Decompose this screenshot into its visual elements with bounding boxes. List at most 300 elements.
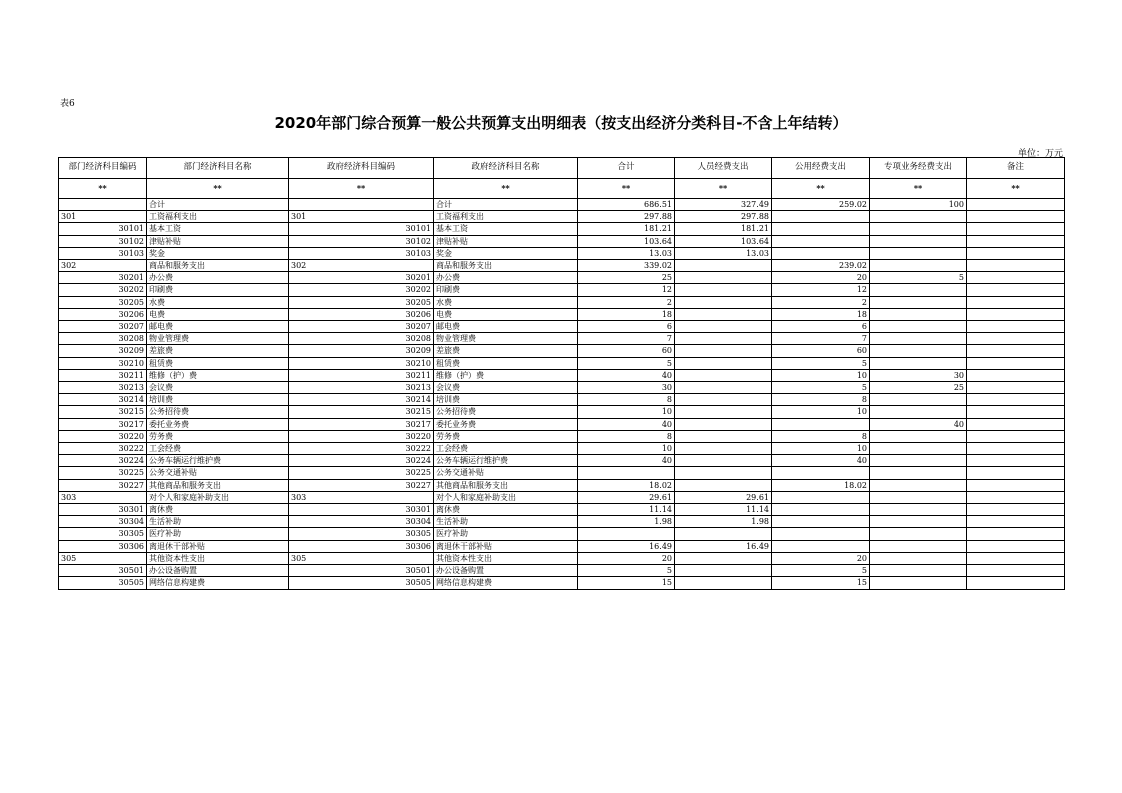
personnel-cell: 297.88	[675, 211, 772, 223]
dept-name-cell: 办公设备购置	[147, 565, 289, 577]
personnel-cell	[675, 260, 772, 272]
remark-cell	[967, 479, 1065, 491]
table-row	[59, 247, 1065, 259]
table-row	[59, 394, 1065, 406]
public-cell: 5	[772, 382, 870, 394]
total-cell: 297.88	[578, 211, 675, 223]
dept-code-cell: 30217	[59, 418, 147, 430]
personnel-cell	[675, 528, 772, 540]
personnel-cell	[675, 552, 772, 564]
total-cell: 686.51	[578, 199, 675, 211]
dept-code-cell: 301	[59, 211, 147, 223]
table-row	[59, 333, 1065, 345]
table-row	[59, 260, 1065, 272]
gov-name-cell: 印刷费	[434, 284, 578, 296]
dept-name-cell: 邮电费	[147, 321, 289, 333]
total-cell: 10	[578, 443, 675, 455]
dept-name-cell: 对个人和家庭补助支出	[147, 491, 289, 503]
gov-code-cell: 30217	[289, 418, 434, 430]
special-cell	[870, 479, 967, 491]
personnel-cell: 1.98	[675, 516, 772, 528]
table-row	[59, 235, 1065, 247]
dept-name-cell: 离退休干部补贴	[147, 540, 289, 552]
column-header: 人员经费支出	[675, 158, 772, 179]
table-row	[59, 577, 1065, 589]
public-cell: 12	[772, 284, 870, 296]
personnel-cell: 16.49	[675, 540, 772, 552]
table-row	[59, 430, 1065, 442]
gov-name-cell: 办公费	[434, 272, 578, 284]
remark-cell	[967, 223, 1065, 235]
gov-name-cell: 维修（护）费	[434, 369, 578, 381]
personnel-cell	[675, 479, 772, 491]
table-row	[59, 565, 1065, 577]
dept-name-cell: 商品和服务支出	[147, 260, 289, 272]
special-cell	[870, 491, 967, 503]
gov-name-cell: 工会经费	[434, 443, 578, 455]
gov-code-cell: 30211	[289, 369, 434, 381]
total-cell: 339.02	[578, 260, 675, 272]
dept-code-cell: 30209	[59, 345, 147, 357]
public-cell	[772, 223, 870, 235]
table-row	[59, 516, 1065, 528]
remark-cell	[967, 382, 1065, 394]
total-cell: 8	[578, 430, 675, 442]
dept-code-cell: 30102	[59, 235, 147, 247]
special-cell: 5	[870, 272, 967, 284]
dept-name-cell: 工资福利支出	[147, 211, 289, 223]
total-cell: 5	[578, 565, 675, 577]
personnel-cell	[675, 577, 772, 589]
dept-name-cell: 合计	[147, 199, 289, 211]
remark-cell	[967, 247, 1065, 259]
table-row	[59, 345, 1065, 357]
gov-code-cell: 30215	[289, 406, 434, 418]
gov-code-cell: 30305	[289, 528, 434, 540]
personnel-cell	[675, 284, 772, 296]
dept-code-cell: 30227	[59, 479, 147, 491]
total-cell: 10	[578, 406, 675, 418]
personnel-cell	[675, 369, 772, 381]
dept-code-cell: 30305	[59, 528, 147, 540]
dept-name-cell: 印刷费	[147, 284, 289, 296]
gov-name-cell: 网络信息构建费	[434, 577, 578, 589]
gov-name-cell: 培训费	[434, 394, 578, 406]
remark-cell	[967, 321, 1065, 333]
column-header: 合计	[578, 158, 675, 179]
total-cell: 6	[578, 321, 675, 333]
dept-code-cell: 30301	[59, 504, 147, 516]
gov-name-cell: 差旅费	[434, 345, 578, 357]
special-cell: 25	[870, 382, 967, 394]
remark-cell	[967, 577, 1065, 589]
public-cell	[772, 504, 870, 516]
total-cell: 18.02	[578, 479, 675, 491]
remark-cell	[967, 284, 1065, 296]
placeholder-cell: **	[59, 179, 147, 199]
table-row	[59, 418, 1065, 430]
dept-name-cell: 医疗补助	[147, 528, 289, 540]
special-cell	[870, 467, 967, 479]
gov-name-cell: 津贴补贴	[434, 235, 578, 247]
total-cell: 30	[578, 382, 675, 394]
dept-code-cell: 30220	[59, 430, 147, 442]
placeholder-cell: **	[967, 179, 1065, 199]
special-cell	[870, 235, 967, 247]
personnel-cell	[675, 333, 772, 345]
column-header: 部门经济科目编码	[59, 158, 147, 179]
personnel-cell	[675, 308, 772, 320]
special-cell	[870, 565, 967, 577]
gov-name-cell: 电费	[434, 308, 578, 320]
table-row	[59, 223, 1065, 235]
dept-name-cell: 公务交通补贴	[147, 467, 289, 479]
dept-code-cell: 30501	[59, 565, 147, 577]
special-cell	[870, 504, 967, 516]
total-cell: 1.98	[578, 516, 675, 528]
public-cell	[772, 211, 870, 223]
placeholder-cell: **	[578, 179, 675, 199]
remark-cell	[967, 418, 1065, 430]
public-cell: 15	[772, 577, 870, 589]
public-cell: 20	[772, 552, 870, 564]
total-cell: 11.14	[578, 504, 675, 516]
dept-name-cell: 劳务费	[147, 430, 289, 442]
public-cell	[772, 491, 870, 503]
dept-code-cell: 30214	[59, 394, 147, 406]
gov-name-cell: 邮电费	[434, 321, 578, 333]
personnel-cell	[675, 430, 772, 442]
special-cell	[870, 223, 967, 235]
dept-code-cell: 305	[59, 552, 147, 564]
table-row	[59, 443, 1065, 455]
dept-code-cell: 30211	[59, 369, 147, 381]
gov-code-cell: 30306	[289, 540, 434, 552]
public-cell: 18.02	[772, 479, 870, 491]
public-cell: 239.02	[772, 260, 870, 272]
personnel-cell: 11.14	[675, 504, 772, 516]
public-cell	[772, 540, 870, 552]
table-row	[59, 308, 1065, 320]
total-cell: 16.49	[578, 540, 675, 552]
special-cell	[870, 284, 967, 296]
column-header: 部门经济科目名称	[147, 158, 289, 179]
gov-code-cell: 30304	[289, 516, 434, 528]
dept-name-cell: 办公费	[147, 272, 289, 284]
gov-code-cell: 30214	[289, 394, 434, 406]
table-row	[59, 272, 1065, 284]
special-cell	[870, 345, 967, 357]
gov-name-cell: 对个人和家庭补助支出	[434, 491, 578, 503]
remark-cell	[967, 528, 1065, 540]
total-cell: 40	[578, 455, 675, 467]
dept-name-cell: 离休费	[147, 504, 289, 516]
total-cell: 15	[578, 577, 675, 589]
remark-cell	[967, 199, 1065, 211]
column-header: 备注	[967, 158, 1065, 179]
special-cell	[870, 260, 967, 272]
gov-code-cell: 30227	[289, 479, 434, 491]
special-cell: 100	[870, 199, 967, 211]
personnel-cell	[675, 345, 772, 357]
dept-name-cell: 水费	[147, 296, 289, 308]
special-cell	[870, 333, 967, 345]
total-cell: 25	[578, 272, 675, 284]
gov-code-cell: 30224	[289, 455, 434, 467]
dept-name-cell: 租赁费	[147, 357, 289, 369]
dept-name-cell: 物业管理费	[147, 333, 289, 345]
gov-name-cell: 医疗补助	[434, 528, 578, 540]
gov-code-cell: 30103	[289, 247, 434, 259]
personnel-cell	[675, 321, 772, 333]
public-cell	[772, 235, 870, 247]
personnel-cell	[675, 443, 772, 455]
dept-code-cell: 302	[59, 260, 147, 272]
public-cell	[772, 528, 870, 540]
public-cell	[772, 418, 870, 430]
gov-code-cell: 30210	[289, 357, 434, 369]
remark-cell	[967, 565, 1065, 577]
remark-cell	[967, 308, 1065, 320]
gov-name-cell: 劳务费	[434, 430, 578, 442]
remark-cell	[967, 235, 1065, 247]
personnel-cell	[675, 418, 772, 430]
public-cell: 10	[772, 369, 870, 381]
special-cell	[870, 357, 967, 369]
personnel-cell: 29.61	[675, 491, 772, 503]
gov-code-cell: 30205	[289, 296, 434, 308]
dept-code-cell: 30206	[59, 308, 147, 320]
dept-code-cell: 30306	[59, 540, 147, 552]
placeholder-cell: **	[434, 179, 578, 199]
total-cell	[578, 528, 675, 540]
special-cell	[870, 540, 967, 552]
dept-code-cell: 30205	[59, 296, 147, 308]
gov-name-cell: 其他资本性支出	[434, 552, 578, 564]
gov-name-cell: 离退休干部补贴	[434, 540, 578, 552]
total-cell: 8	[578, 394, 675, 406]
dept-name-cell: 工会经费	[147, 443, 289, 455]
special-cell	[870, 528, 967, 540]
special-cell	[870, 430, 967, 442]
public-cell	[772, 247, 870, 259]
personnel-cell	[675, 357, 772, 369]
special-cell	[870, 552, 967, 564]
placeholder-cell: **	[675, 179, 772, 199]
remark-cell	[967, 296, 1065, 308]
remark-cell	[967, 394, 1065, 406]
total-cell: 7	[578, 333, 675, 345]
personnel-cell: 181.21	[675, 223, 772, 235]
dept-code-cell: 30505	[59, 577, 147, 589]
page-title: 2020年部门综合预算一般公共预算支出明细表（按支出经济分类科目-不含上年结转）	[274, 114, 848, 132]
column-header: 政府经济科目编码	[289, 158, 434, 179]
dept-code-cell: 30215	[59, 406, 147, 418]
gov-code-cell: 30207	[289, 321, 434, 333]
personnel-cell	[675, 382, 772, 394]
remark-cell	[967, 540, 1065, 552]
total-cell: 40	[578, 369, 675, 381]
public-cell: 259.02	[772, 199, 870, 211]
special-cell: 40	[870, 418, 967, 430]
unit-label: 单位：万元	[1017, 149, 1063, 159]
personnel-cell	[675, 565, 772, 577]
dept-name-cell: 其他资本性支出	[147, 552, 289, 564]
personnel-cell: 13.03	[675, 247, 772, 259]
placeholder-cell: **	[289, 179, 434, 199]
gov-code-cell: 302	[289, 260, 434, 272]
table-row	[59, 357, 1065, 369]
gov-name-cell: 生活补助	[434, 516, 578, 528]
gov-code-cell: 30102	[289, 235, 434, 247]
header-row	[59, 158, 1065, 179]
gov-name-cell: 离休费	[434, 504, 578, 516]
gov-name-cell: 租赁费	[434, 357, 578, 369]
gov-code-cell: 305	[289, 552, 434, 564]
placeholder-cell: **	[147, 179, 289, 199]
special-cell	[870, 321, 967, 333]
public-cell	[772, 516, 870, 528]
dept-name-cell: 公务招待费	[147, 406, 289, 418]
dept-name-cell: 网络信息构建费	[147, 577, 289, 589]
special-cell	[870, 308, 967, 320]
public-cell: 40	[772, 455, 870, 467]
dept-code-cell: 30202	[59, 284, 147, 296]
public-cell: 7	[772, 333, 870, 345]
gov-code-cell: 30202	[289, 284, 434, 296]
gov-name-cell: 委托业务费	[434, 418, 578, 430]
public-cell: 8	[772, 394, 870, 406]
table-row	[59, 321, 1065, 333]
public-cell: 18	[772, 308, 870, 320]
remark-cell	[967, 406, 1065, 418]
total-cell: 18	[578, 308, 675, 320]
table-number-label: 表6	[60, 99, 75, 109]
gov-code-cell	[289, 199, 434, 211]
dept-code-cell: 30103	[59, 247, 147, 259]
gov-code-cell: 30206	[289, 308, 434, 320]
dept-code-cell: 30222	[59, 443, 147, 455]
total-cell: 29.61	[578, 491, 675, 503]
dept-code-cell	[59, 199, 147, 211]
table-row	[59, 369, 1065, 381]
gov-code-cell: 30505	[289, 577, 434, 589]
column-header: 专项业务经费支出	[870, 158, 967, 179]
special-cell	[870, 443, 967, 455]
remark-cell	[967, 455, 1065, 467]
budget-table	[58, 157, 1065, 590]
dept-code-cell: 30304	[59, 516, 147, 528]
dept-code-cell: 30225	[59, 467, 147, 479]
table-row	[59, 406, 1065, 418]
table-row	[59, 382, 1065, 394]
special-cell	[870, 516, 967, 528]
gov-name-cell: 会议费	[434, 382, 578, 394]
dept-code-cell: 30207	[59, 321, 147, 333]
gov-code-cell: 30213	[289, 382, 434, 394]
remark-cell	[967, 504, 1065, 516]
table-row	[59, 540, 1065, 552]
remark-cell	[967, 369, 1065, 381]
total-cell: 12	[578, 284, 675, 296]
table-row	[59, 296, 1065, 308]
personnel-cell: 327.49	[675, 199, 772, 211]
dept-code-cell: 303	[59, 491, 147, 503]
placeholder-row	[59, 179, 1065, 199]
total-cell: 40	[578, 418, 675, 430]
personnel-cell	[675, 394, 772, 406]
dept-name-cell: 委托业务费	[147, 418, 289, 430]
dept-name-cell: 维修（护）费	[147, 369, 289, 381]
gov-name-cell: 办公设备购置	[434, 565, 578, 577]
gov-code-cell: 301	[289, 211, 434, 223]
remark-cell	[967, 443, 1065, 455]
remark-cell	[967, 467, 1065, 479]
personnel-cell	[675, 296, 772, 308]
remark-cell	[967, 430, 1065, 442]
dept-name-cell: 其他商品和服务支出	[147, 479, 289, 491]
public-cell: 5	[772, 357, 870, 369]
gov-name-cell: 物业管理费	[434, 333, 578, 345]
gov-code-cell: 30225	[289, 467, 434, 479]
table-row	[59, 552, 1065, 564]
personnel-cell	[675, 406, 772, 418]
public-cell	[772, 467, 870, 479]
gov-code-cell: 303	[289, 491, 434, 503]
gov-code-cell: 30101	[289, 223, 434, 235]
gov-code-cell: 30222	[289, 443, 434, 455]
table-row	[59, 504, 1065, 516]
public-cell: 5	[772, 565, 870, 577]
dept-name-cell: 津贴补贴	[147, 235, 289, 247]
remark-cell	[967, 516, 1065, 528]
special-cell	[870, 455, 967, 467]
gov-name-cell: 其他商品和服务支出	[434, 479, 578, 491]
gov-code-cell: 30201	[289, 272, 434, 284]
special-cell	[870, 406, 967, 418]
personnel-cell	[675, 455, 772, 467]
placeholder-cell: **	[772, 179, 870, 199]
table-row	[59, 491, 1065, 503]
total-cell: 13.03	[578, 247, 675, 259]
gov-name-cell: 奖金	[434, 247, 578, 259]
gov-name-cell: 公务交通补贴	[434, 467, 578, 479]
remark-cell	[967, 357, 1065, 369]
total-cell: 60	[578, 345, 675, 357]
dept-code-cell: 30208	[59, 333, 147, 345]
total-cell	[578, 467, 675, 479]
gov-code-cell: 30220	[289, 430, 434, 442]
table-row	[59, 211, 1065, 223]
table-row	[59, 455, 1065, 467]
gov-name-cell: 工资福利支出	[434, 211, 578, 223]
total-cell: 20	[578, 552, 675, 564]
special-cell	[870, 394, 967, 406]
dept-code-cell: 30210	[59, 357, 147, 369]
table-row	[59, 467, 1065, 479]
dept-name-cell: 培训费	[147, 394, 289, 406]
dept-code-cell: 30201	[59, 272, 147, 284]
total-cell: 181.21	[578, 223, 675, 235]
public-cell: 6	[772, 321, 870, 333]
special-cell	[870, 247, 967, 259]
remark-cell	[967, 345, 1065, 357]
dept-code-cell: 30213	[59, 382, 147, 394]
table-row	[59, 479, 1065, 491]
gov-name-cell: 水费	[434, 296, 578, 308]
remark-cell	[967, 272, 1065, 284]
dept-name-cell: 会议费	[147, 382, 289, 394]
